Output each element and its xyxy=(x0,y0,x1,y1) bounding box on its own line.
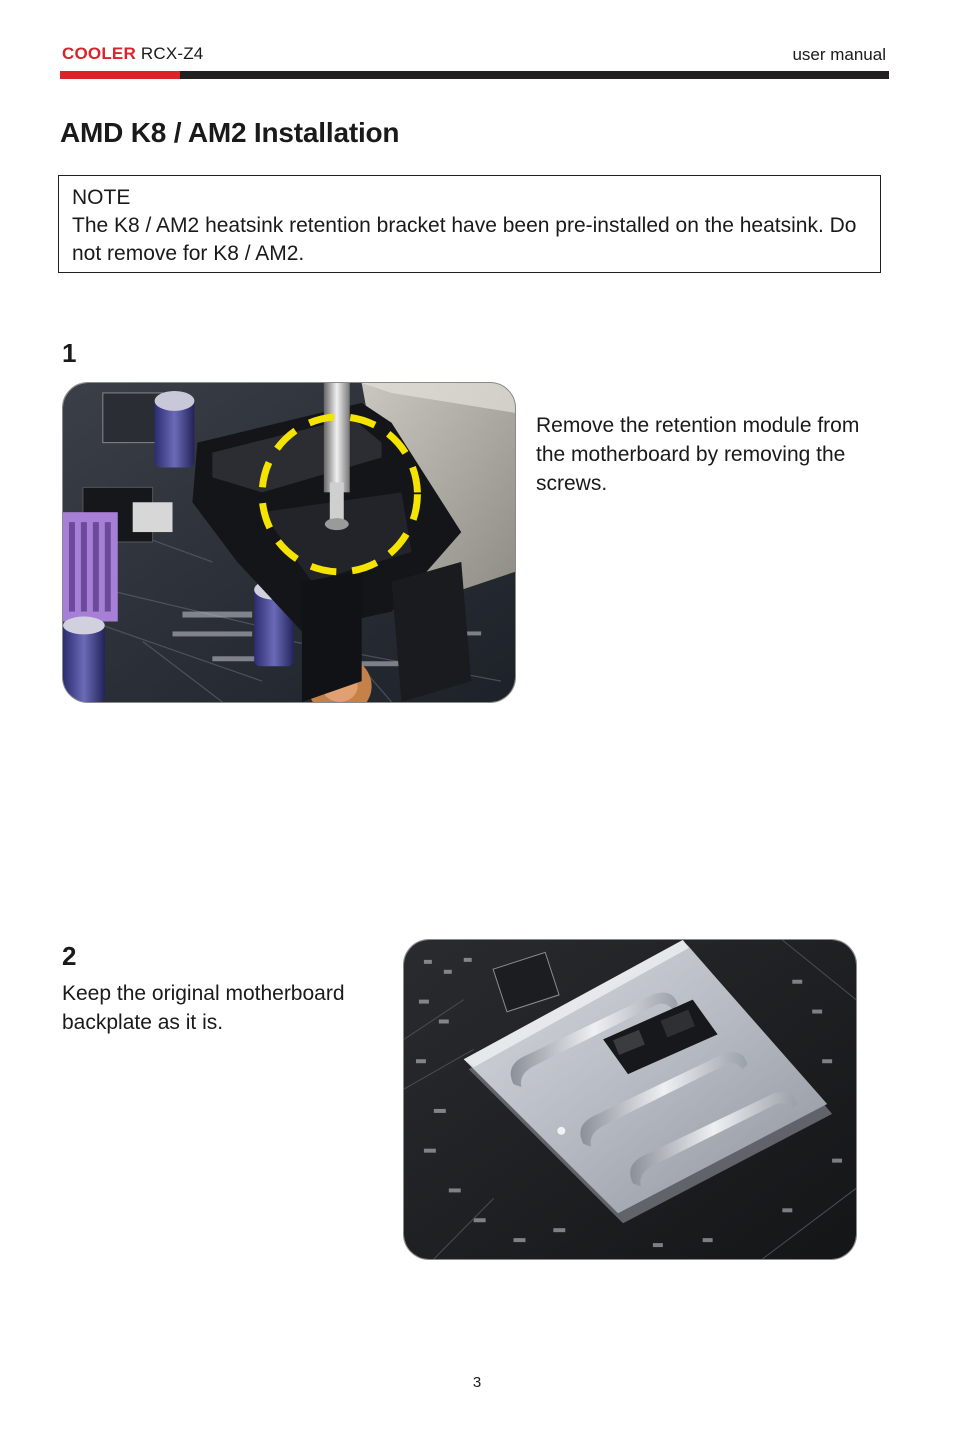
page-title: AMD K8 / AM2 Installation xyxy=(60,117,400,148)
header-brand: COOLER xyxy=(62,44,136,63)
step-1-text: Remove the retention module from the motherboard by removing the screws. xyxy=(536,414,860,495)
header-doc-type: user manual xyxy=(792,45,886,64)
step-2-number: 2 xyxy=(62,941,77,971)
header-rule xyxy=(60,71,889,79)
step-1-photo xyxy=(62,382,516,703)
header-rule-accent xyxy=(60,71,180,79)
page-number: 3 xyxy=(472,1374,482,1391)
note-body: The K8 / AM2 heatsink retention bracket have been pre-installed on the heatsink. Do not remove for K8 / AM2. xyxy=(72,214,857,265)
motherboard-screwdriver-photo-icon xyxy=(63,383,515,702)
note-box xyxy=(58,175,881,273)
step-1-number: 1 xyxy=(62,338,77,368)
note-heading: NOTE xyxy=(72,186,131,209)
header-model: RCX-Z4 xyxy=(135,44,204,63)
motherboard-backplate-photo-icon xyxy=(404,940,856,1259)
header-product xyxy=(62,44,203,64)
step-2-text: Keep the original motherboard backplate as it is. xyxy=(62,982,345,1034)
step-2-photo xyxy=(403,939,857,1260)
